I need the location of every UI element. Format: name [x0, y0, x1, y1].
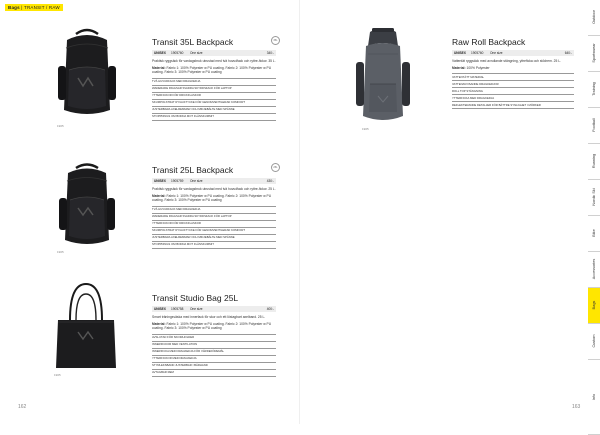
- sidebar-tab-custom[interactable]: Custom: [588, 324, 600, 360]
- sidebar-tab-running[interactable]: Running: [588, 144, 600, 180]
- right-page: [300, 0, 600, 424]
- transit-25l-image: [54, 160, 120, 252]
- product-sku: 1905: [54, 373, 61, 377]
- product-info-row: [452, 50, 574, 56]
- feature-list: [152, 334, 276, 377]
- product-description: Vattentät ryggsäck med avrullande stängning, yttreficka och stödrem. 25 L.: [452, 59, 561, 63]
- product-material: Material: Fabric 1: 100% Polyester w PU coating. Fabric 2: 100% Polyester w PU coating. Fabric 3: 100% Polyester w PU coating: [152, 65, 272, 75]
- product-card: [152, 165, 276, 249]
- feature-item: ROLL TOP STÄNGNING: [452, 88, 574, 95]
- sidebar-tab-football[interactable]: Football: [588, 108, 600, 144]
- info-code: 1905759: [171, 179, 184, 183]
- feature-item: YTTERFICKOR FÖR DRICKFLASKOR: [152, 221, 276, 228]
- sidebar-tab-outdoor[interactable]: Outdoor: [588, 0, 600, 36]
- feature-item: WADERADE RIGGSAR SVADRA SKYDDSFACK FÖR LAPTOP: [152, 86, 276, 93]
- product-sku: 1905: [57, 124, 64, 128]
- product-info-row: [152, 178, 276, 184]
- feature-item: JUSTERBARA AXELREMMAR OCH MIDJEBÄLTE MED SPÄNNE: [152, 235, 276, 242]
- page-number: 163: [572, 404, 581, 410]
- info-code: 1905760: [171, 51, 184, 55]
- feature-item: VATTENTÄTT MATERIAL: [452, 74, 574, 81]
- product-info-row: [152, 50, 276, 56]
- info-size: One size: [190, 307, 203, 311]
- info-price: 340:-: [266, 51, 274, 55]
- product-material: Material: Fabric 1: 100% Polyester w PU coating. Fabric 2: 100% Polyester w PU coating. Fabric 3: 100% Polyester w PU coating: [152, 193, 272, 203]
- sidebar-tab-info[interactable]: Info: [588, 360, 600, 435]
- feature-item: YTTERFICKA MED DRAGKEDJA: [452, 95, 574, 102]
- breadcrumb: Bags | TRANSIT / RAW: [5, 4, 63, 11]
- info-price: 400:-: [266, 307, 274, 311]
- product-title: Transit Studio Bag 25L: [152, 293, 239, 303]
- product-material: Material: Fabric 1: 100% Polyester w PU coating. Fabric 2: 100% Polyester w PU coating. Fabric 3: 100% Polyester w PU coating: [152, 321, 272, 331]
- product-material: Material: 100% Polyester: [452, 65, 490, 70]
- sidebar-tab-accessories[interactable]: Accessories: [588, 252, 600, 288]
- feature-item: YTTERFICKOR MED DRAGKEDJA: [152, 356, 276, 363]
- info-label: UNISEX: [154, 307, 166, 311]
- product-sku: 1905: [362, 127, 369, 131]
- feature-item: INNERFICKOR MED VENTILATION: [152, 342, 276, 349]
- breadcrumb-path: TRANSIT / RAW: [24, 5, 60, 10]
- feature-item: AVTAGBAR REM: [152, 370, 276, 377]
- feature-item: STOPPNINGS OM BODNA MOT FLÄNSKUMMIT: [152, 242, 276, 249]
- feature-item: INNERFICKA MED DRAGKEDJA FÖR VÄRDEFÖREMÅL: [152, 349, 276, 356]
- feature-item: TVÅ HUVUDFACK MED DRAGKEDJA: [152, 207, 276, 214]
- product-card: [152, 293, 276, 377]
- feature-list: [152, 78, 276, 121]
- capacity-badge-icon: 35L: [271, 36, 280, 45]
- feature-item: TVÅ HUVUDFACK MED DRAGKEDJA: [152, 79, 276, 86]
- info-label: UNISEX: [154, 179, 166, 183]
- sidebar-tab-sportswear[interactable]: Sportswear: [588, 36, 600, 72]
- info-price: 430:-: [266, 179, 274, 183]
- info-size: One size: [190, 51, 203, 55]
- feature-list: [152, 206, 276, 249]
- feature-item: REFLEKTERANDE DETALJER FÖR BÄTTRE SYNLIGHET I MÖRKER: [452, 102, 574, 109]
- feature-item: AVSLUTAD FÖR SKOR/HOLDER: [152, 335, 276, 342]
- info-size: One size: [190, 179, 203, 183]
- product-description: Praktisk ryggsäck för vardagsbruk utrustad med tvä huvudfack och ryttre-fickor. 25 L.: [152, 187, 276, 191]
- info-code: 1905758: [171, 307, 184, 311]
- studio-bag-image: [48, 280, 124, 376]
- info-price: 640:-: [564, 51, 572, 55]
- info-code: 1905760: [471, 51, 484, 55]
- product-card: [152, 37, 276, 121]
- feature-item: SKUMPOLSTRAT RYGGSTYCKE FÖR GENOMVENTILERAD KOMFORT: [152, 228, 276, 235]
- product-title: Raw Roll Backpack: [452, 37, 526, 47]
- product-title: Transit 35L Backpack: [152, 37, 234, 47]
- product-sku: 1905: [57, 250, 64, 254]
- category-sidebar: [588, 0, 600, 424]
- feature-item: VATTENAVVISANDE DRAGKEDJOR: [452, 81, 574, 88]
- feature-item: SKUMPOLSTRAT RYGGSTYCKE FÖR GENOMVENTILERAD KOMFORT: [152, 100, 276, 107]
- transit-35l-image: [52, 24, 122, 124]
- sidebar-tab-bike[interactable]: Bike: [588, 216, 600, 252]
- feature-item: JUSTERBARA AXELREMMAR OCH MIDJEBÄLTE MED SPÄNNE: [152, 107, 276, 114]
- sidebar-tab-nordic-ski[interactable]: Nordic Ski: [588, 180, 600, 216]
- feature-item: WADERADE RIGGSAR SVADRA SKYDDSFACK FÖR LAPTOP: [152, 214, 276, 221]
- product-info-row: [152, 306, 276, 312]
- feature-item: STYRLEKSBAND JUSTERBAR I BÄRHAND: [152, 363, 276, 370]
- sidebar-tab-training[interactable]: Training: [588, 72, 600, 108]
- info-label: UNISEX: [454, 51, 466, 55]
- product-description: Smart träningsväska med innerfack för skor och ett löstagbart axelband. 25 L.: [152, 315, 266, 319]
- breadcrumb-section: Bags: [8, 5, 20, 10]
- raw-roll-backpack-image: [352, 24, 414, 128]
- info-size: One size: [490, 51, 503, 55]
- product-title: Transit 25L Backpack: [152, 165, 234, 175]
- left-page: [0, 0, 300, 424]
- feature-item: STOPPNINGS OM BODNA MOT FLÄNSKUMMIT: [152, 114, 276, 121]
- feature-item: YTTERFICKOR FÖR DRICKFLASKOR: [152, 93, 276, 100]
- product-card: [452, 37, 574, 109]
- page-number: 162: [18, 404, 27, 410]
- product-description: Praktisk ryggsäck för vardagsbruk utrustad med tvä huvudfack och ryttre-fickor. 35 L.: [152, 59, 276, 63]
- info-label: UNISEX: [154, 51, 166, 55]
- feature-list: [452, 73, 574, 109]
- sidebar-tab-bags[interactable]: Bags: [588, 288, 600, 324]
- capacity-badge-icon: 25L: [271, 163, 280, 172]
